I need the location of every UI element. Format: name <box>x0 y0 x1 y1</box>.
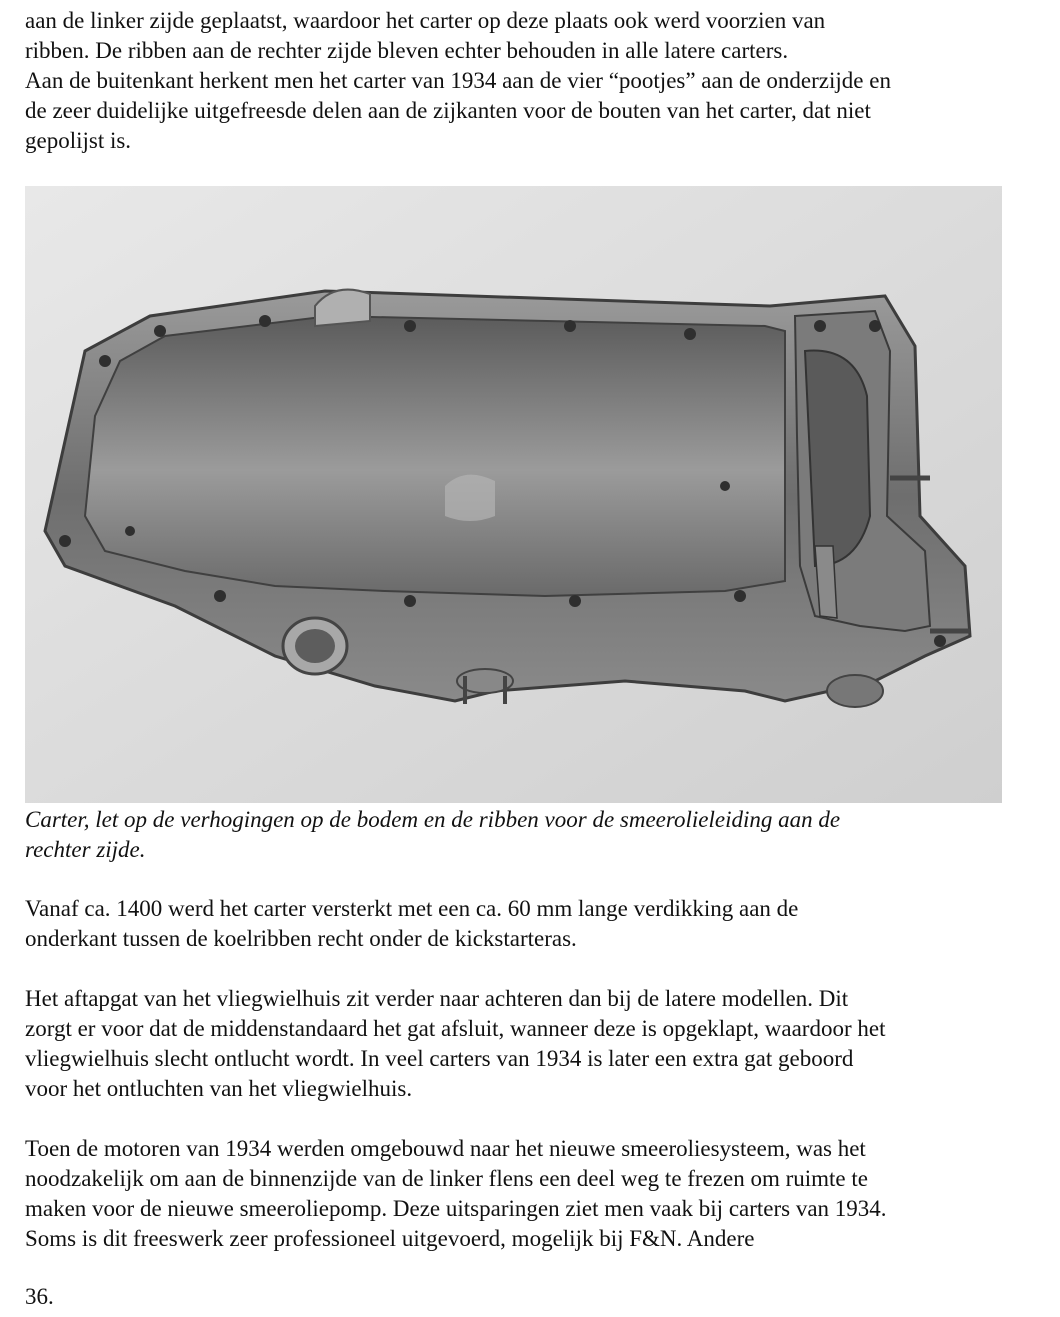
body-text <box>25 894 1035 1284</box>
text-line: de zeer duidelijke uitgefreesde delen aan de zijkanten voor de bouten van het carter, dat niet <box>25 98 871 123</box>
text-line: Soms is dit freeswerk zeer professioneel uitgevoerd, mogelijk bij F&N. Andere <box>25 1226 755 1251</box>
carter-photo <box>25 186 1002 803</box>
text-line: Vanaf ca. 1400 werd het carter versterkt met een ca. 60 mm lange verdikking aan de <box>25 896 799 921</box>
paragraph <box>25 1134 1035 1254</box>
text-line: onderkant tussen de koelribben recht onder de kickstarteras. <box>25 926 577 951</box>
text-line: ribben. De ribben aan de rechter zijde bleven echter behouden in alle latere carters. <box>25 38 789 63</box>
text-line: Toen de motoren van 1934 werden omgebouwd naar het nieuwe smeeroliesysteem, was het <box>25 1136 866 1161</box>
page-number: 36. <box>25 1284 54 1309</box>
caption-line: rechter zijde. <box>25 837 146 862</box>
text-line: maken voor de nieuwe smeeroliepomp. Deze uitsparingen ziet men vaak bij carters van 1934. <box>25 1196 887 1221</box>
text-line: voor het ontluchten van het vliegwielhuis. <box>25 1076 413 1101</box>
text-line: noodzakelijk om aan de binnenzijde van de linker flens een deel weg te frezen om ruimte te <box>25 1166 868 1191</box>
text-line: zorgt er voor dat de middenstandaard het gat afsluit, wanneer deze is opgeklapt, waardoor het <box>25 1016 886 1041</box>
text-line: vliegwielhuis slecht ontlucht wordt. In veel carters van 1934 is later een extra gat geboord <box>25 1046 854 1071</box>
paragraph <box>25 984 1035 1104</box>
figure-caption <box>25 805 1035 865</box>
paragraph <box>25 894 1035 954</box>
text-line: Aan de buitenkant herkent men het carter van 1934 aan de vier “pootjes” aan de onderzijde en <box>25 68 891 93</box>
caption-line: Carter, let op de verhogingen op de bodem en de ribben voor de smeerolieleiding aan de <box>25 807 841 832</box>
text-line: aan de linker zijde geplaatst, waardoor het carter op deze plaats ook werd voorzien van <box>25 8 826 33</box>
text-line: Het aftapgat van het vliegwielhuis zit verder naar achteren dan bij de latere modellen. Dit <box>25 986 849 1011</box>
text-line: gepolijst is. <box>25 128 132 153</box>
intro-text <box>25 6 1035 156</box>
